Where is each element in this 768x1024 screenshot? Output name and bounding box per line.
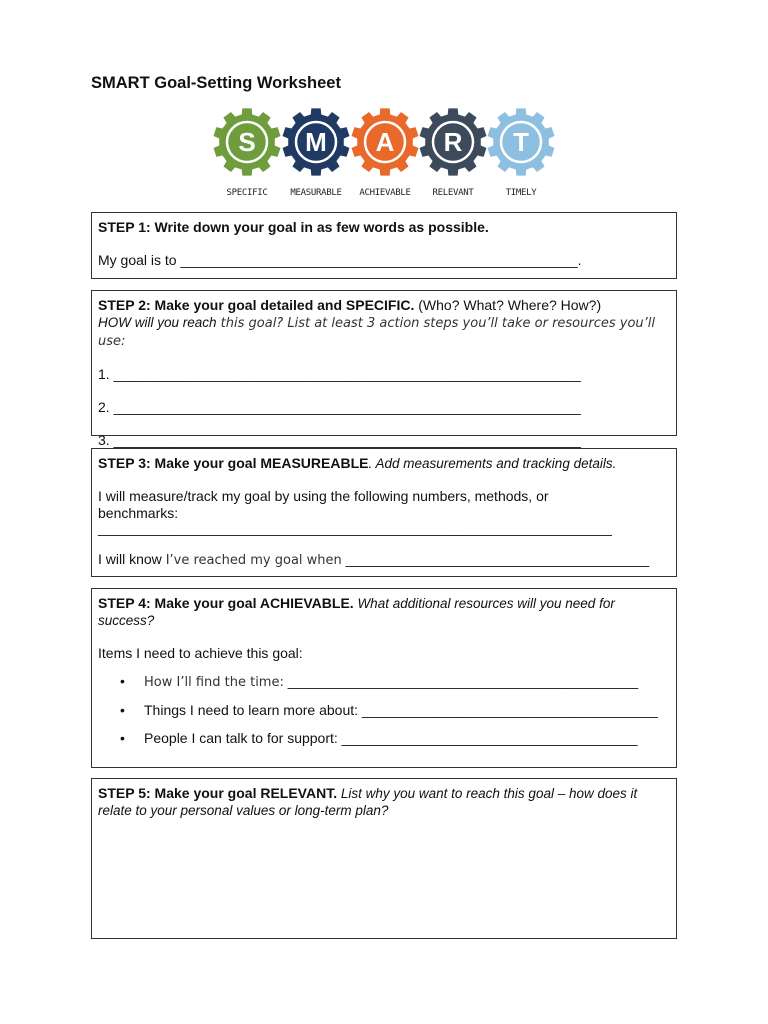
action-step-1[interactable]: 1. ____________________________________________________________: [98, 366, 581, 382]
gear-letter: R: [443, 127, 463, 157]
step2-heading: STEP 2: Make your goal detailed and SPECIFIC. (Who? What? Where? How?): [98, 297, 602, 313]
gear-a: [350, 107, 420, 198]
step4-heading: STEP 4: Make your goal ACHIEVABLE. What additional resources will you need for success?: [98, 595, 615, 628]
action-step-2[interactable]: 2. ____________________________________________________________: [98, 399, 581, 415]
gear-achievable-icon: [350, 107, 420, 177]
gear-letter: A: [375, 127, 395, 157]
gear-relevant-icon: [418, 107, 488, 177]
gear-measurable-icon: [281, 107, 351, 177]
smart-logo: [212, 107, 556, 203]
gear-r: [418, 107, 488, 198]
step1-heading: STEP 1: Write down your goal in as few words as possible.: [98, 219, 489, 235]
resource-learn[interactable]: • Things I need to learn more about: ______________________________________: [98, 702, 670, 719]
gear-caption: MEASURABLE: [290, 188, 342, 198]
step5-heading: STEP 5: Make your goal RELEVANT. List why you want to reach this goal – how does it relate to your personal values or long-term plan?: [98, 785, 638, 818]
gear-caption: ACHIEVABLE: [359, 188, 411, 198]
page-title: SMART Goal-Setting Worksheet: [91, 74, 341, 92]
measure-blank[interactable]: __________________________________________________________________: [98, 520, 612, 536]
resource-support[interactable]: • People I can talk to for support: ______________________________________: [98, 730, 670, 747]
gear-timely-icon: [486, 107, 556, 177]
action-step-3[interactable]: 3. ____________________________________________________________: [98, 432, 581, 448]
gear-t: [486, 107, 556, 198]
step3-box: [91, 448, 677, 577]
items-intro: Items I need to achieve this goal:: [98, 645, 303, 661]
measure-text: I will measure/track my goal by using the following numbers, methods, or benchmarks:: [98, 488, 549, 521]
step5-box[interactable]: [91, 778, 677, 939]
step2-box: [91, 290, 677, 448]
gear-caption: SPECIFIC: [226, 188, 268, 198]
gear-caption: TIMELY: [505, 188, 537, 198]
gear-specific-icon: [212, 107, 282, 177]
step4-box: [91, 588, 677, 768]
gear-letter: S: [238, 127, 256, 157]
step1-box: [91, 212, 677, 279]
gear-m: [281, 107, 351, 198]
step2-subheading: HOW will you reach this goal? List at least 3 action steps you’ll take or resources you’ll use:: [98, 315, 656, 349]
know-line[interactable]: I will know I’ve reached my goal when _______________________________________: [98, 551, 650, 568]
resource-time[interactable]: • How I’ll find the time: _____________________________________________: [98, 673, 670, 691]
gear-letter: T: [513, 127, 529, 157]
gear-letter: M: [305, 127, 327, 157]
goal-line[interactable]: My goal is to ___________________________________________________.: [98, 252, 582, 268]
step3-heading: STEP 3: Make your goal MEASUREABLE. Add measurements and tracking details.: [98, 455, 617, 471]
gear-caption: RELEVANT: [432, 188, 474, 198]
gear-s: [212, 107, 282, 198]
